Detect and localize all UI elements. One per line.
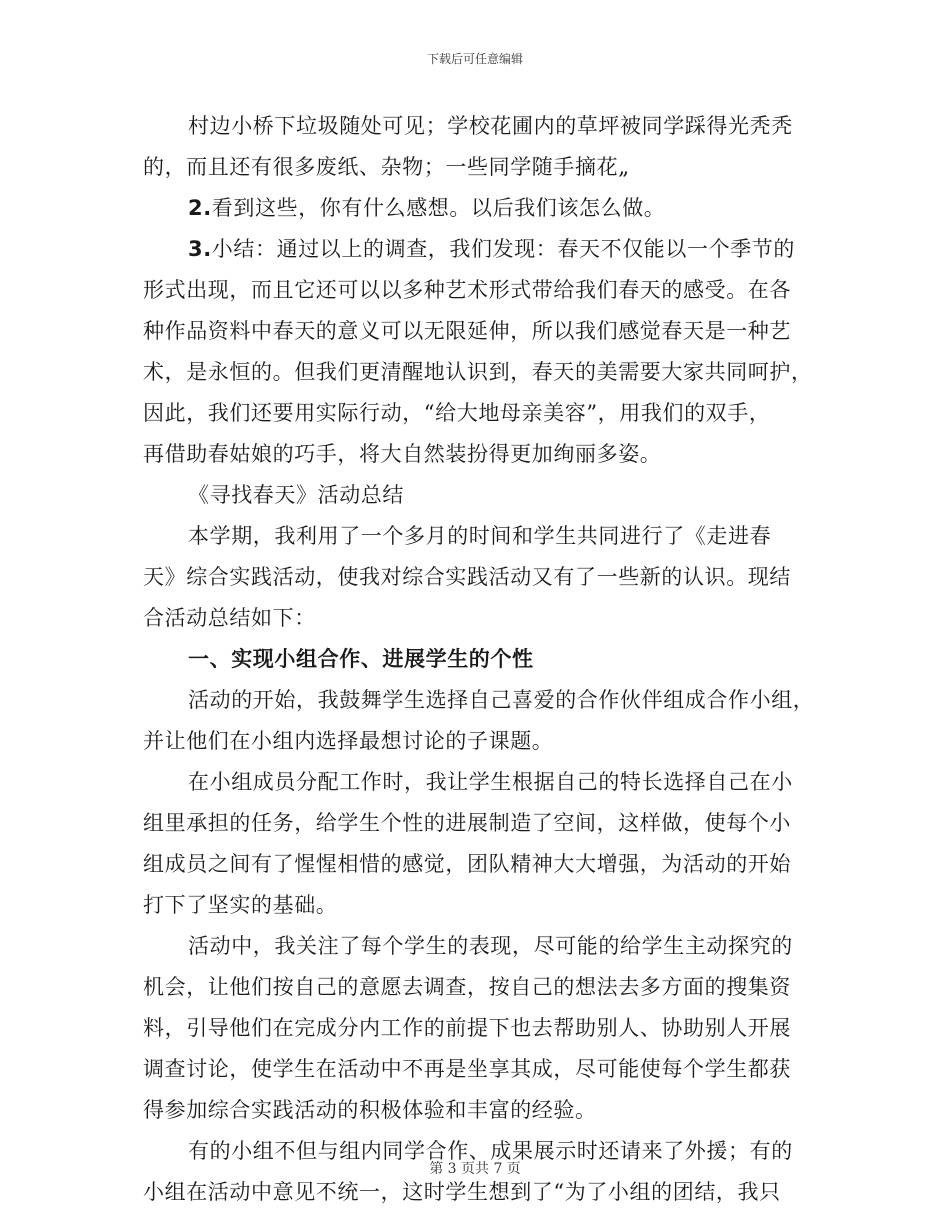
paragraph-line: 村边小桥下垃圾随处可见；学校花圃内的草坪被同学踩得光秃秃 [188,114,793,138]
paragraph-line: 料，引导他们在完成分内工作的前提下也去帮助别人、协助别人开展 [143,1016,791,1040]
paragraph-line: 天》综合实践活动，使我对综合实践活动又有了一些新的认识。现结 [143,565,791,589]
document-body [143,109,815,1216]
paragraph-line [143,191,803,226]
paragraph-line: 因此，我们还要用实际行动，“给大地母亲美容”，用我们的双手， [143,401,771,425]
list-text: 小结：通过以上的调查，我们发现：春天不仅能以一个季节的 [211,237,795,261]
heading-text: 一、实现小组合作、进展学生的个性 [188,647,534,671]
section-title-text: 《寻找春天》活动总结 [188,483,404,507]
paragraph-3 [143,232,813,472]
section-title [143,478,803,513]
paragraph-line: 在小组成员分配工作时，我让学生根据自己的特长选择自己在小 [188,770,793,794]
page-header: 下载后可任意编辑 [426,52,523,66]
paragraph-line: 有的小组不但与组内同学合作、成果展示时还请来了外援；有的 [188,1139,793,1163]
paragraph-1 [143,109,803,185]
paragraph-line: 小组在活动中意见不统一，这时学生想到了“为了小组的团结，我只 [143,1180,781,1204]
paragraph-line: 活动中，我关注了每个学生的表现，尽可能的给学生主动探究的 [188,934,793,958]
paragraph-line: 形式出现，而且它还可以以多种艺术形式带给我们春天的感受。在各 [143,278,791,302]
paragraph-line: 组里承担的任务，给学生个性的进展制造了空间，这样做，使每个小 [143,811,791,835]
paragraph-line: 调查讨论，使学生在活动中不再是坐享其成，尽可能使每个学生都获 [143,1057,791,1081]
list-text: 看到这些，你有什么感想。以后我们该怎么做。 [211,196,666,220]
list-number: 3. [188,237,212,261]
paragraph-line: 本学期，我利用了一个多月的时间和学生共同进行了《走进春 [188,524,772,548]
paragraph-line: 的，而且还有很多废纸、杂物；一些同学随手摘花„ [143,155,630,179]
paragraph-line: 得参加综合实践活动的积极体验和丰富的经验。 [143,1098,597,1122]
paragraph-line: 机会，让他们按自己的意愿去调查，按自己的想法去多方面的搜集资 [143,975,791,999]
paragraph-line [143,232,803,267]
paragraph-line: 合活动总结如下： [143,606,316,630]
paragraph-line: 并让他们在小组内选择最想讨论的子课题。 [143,729,554,753]
paragraph-4 [143,519,803,636]
paragraph-line: 术，是永恒的。但我们更清醒地认识到，春天的美需要大家共同呵护， [143,360,813,384]
paragraph-5 [143,683,815,759]
paragraph-line: 再借助春姑娘的巧手，将大自然装扮得更加绚丽多姿。 [143,442,662,466]
page-footer: 第 3 页共 7 页 [429,1161,521,1177]
paragraph-line: 活动的开始，我鼓舞学生选择自己喜爱的合作伙伴组成合作小组， [188,688,815,712]
heading-1 [143,642,803,677]
paragraph-line: 打下了坚实的基础。 [143,893,338,917]
paragraph-line: 种作品资料中春天的意义可以无限延伸，所以我们感觉春天是一种艺 [143,319,791,343]
paragraph-2 [143,191,803,226]
paragraph-line: 组成员之间有了惺惺相惜的感觉，团队精神大大增强，为活动的开始 [143,852,791,876]
list-number: 2. [188,196,212,220]
paragraph-6 [143,765,803,923]
paragraph-7 [143,929,803,1128]
